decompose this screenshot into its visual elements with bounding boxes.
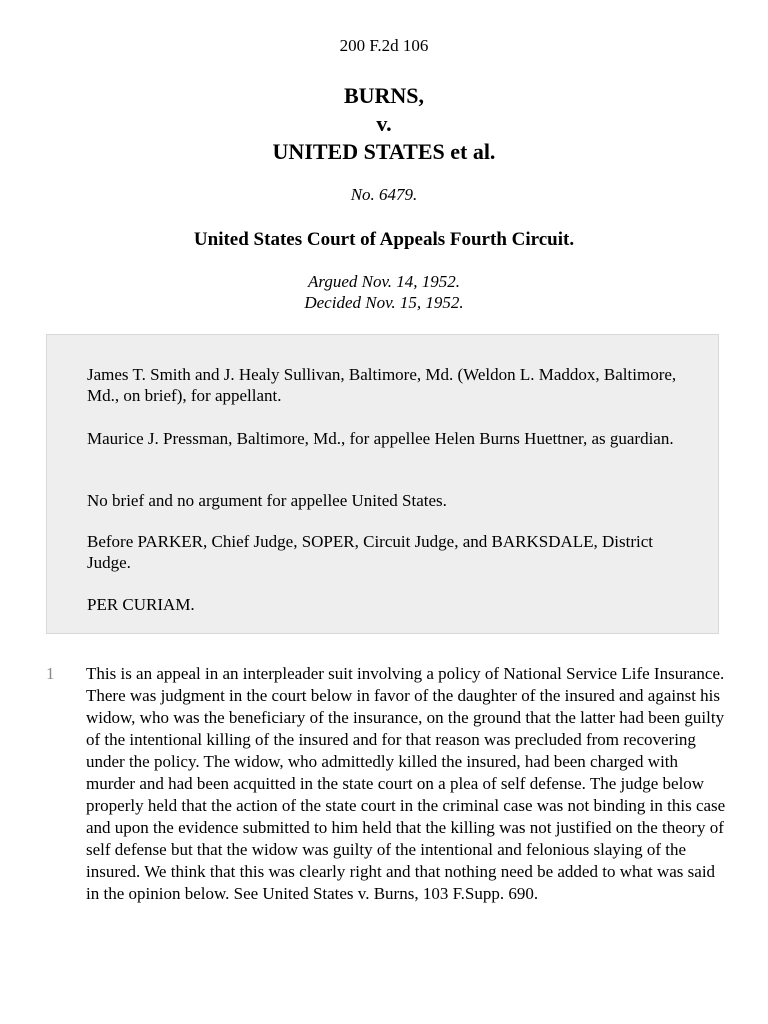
court-name: United States Court of Appeals Fourth Circuit. — [193, 229, 575, 250]
case-title — [0, 82, 768, 166]
counsel-appellee-united-states: No brief and no argument for appellee United States. — [87, 491, 447, 510]
per-curiam-label: PER CURIAM. — [87, 595, 195, 614]
paragraph-number: 1 — [46, 664, 55, 683]
appellant-name: BURNS, — [343, 83, 425, 108]
case-dates — [0, 271, 768, 313]
citation: 200 F.2d 106 — [339, 36, 429, 55]
docket-number: No. 6479. — [350, 185, 418, 204]
decided-date: Decided Nov. 15, 1952. — [304, 293, 464, 312]
counsel-box — [46, 334, 719, 634]
appellee-name: UNITED STATES et al. — [272, 139, 496, 164]
versus-label: v. — [376, 111, 392, 136]
argued-date: Argued Nov. 14, 1952. — [307, 272, 461, 291]
opinion-paragraph: This is an appeal in an interpleader suit involving a policy of National Service Life Insurance. There was judgment in the court below in favor of the daughter of the insured and against his widow, who was the beneficiary of the insurance, on the ground that the latter had been guilty of the intentional killing of the insured and for that reason was precluded from recovering under the policy. The widow, who admittedly killed the insured, had been charged with murder and had been acquitted in the state court on a plea of self defense. The judge below properly held that the action of the state court in the criminal case was not binding in this case and upon the evidence submitted to him held that the killing was not justified on the theory of self defense but that the widow was guilty of the intentional and felonious slaying of the insured. We think that this was clearly right and that nothing need be added to what was said in the opinion below. See United States v. Burns, 103 F.Supp. 690. — [86, 664, 726, 903]
panel-judges: Before PARKER, Chief Judge, SOPER, Circuit Judge, and BARKSDALE, District Judge. — [87, 532, 654, 572]
counsel-appellant: James T. Smith and J. Healy Sullivan, Baltimore, Md. (Weldon L. Maddox, Baltimore, Md., on brief), for appellant. — [87, 365, 677, 405]
counsel-appellee-guardian: Maurice J. Pressman, Baltimore, Md., for appellee Helen Burns Huettner, as guardian. — [87, 429, 674, 448]
